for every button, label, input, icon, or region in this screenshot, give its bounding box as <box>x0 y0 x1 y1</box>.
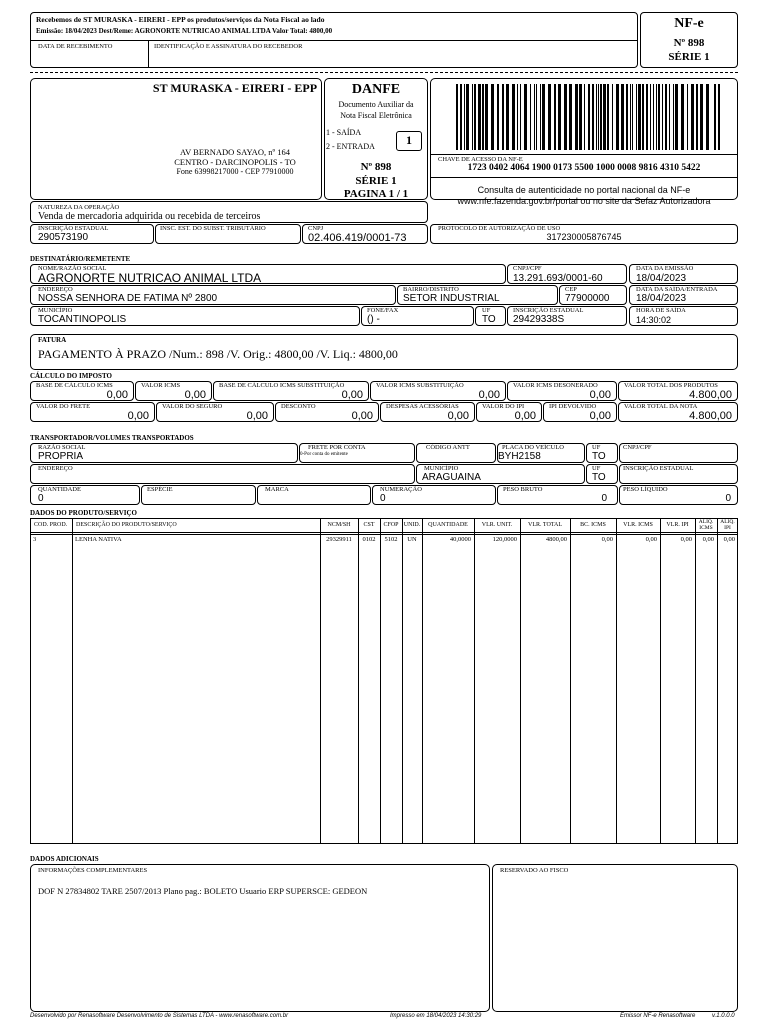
dest-bairro-label: BAIRRO/DISTRITO <box>403 286 459 293</box>
adicionais-section: DADOS ADICIONAIS <box>30 855 99 863</box>
footer-impresso: Impresso em 18/04/2023 14:30:29 <box>390 1013 482 1019</box>
transp-endereco-label: ENDEREÇO <box>38 465 73 472</box>
transp-bruto-value: 0 <box>601 493 607 504</box>
transp-razao-value: PROPRIA <box>38 451 84 462</box>
imposto-r1-value-1: 0,00 <box>184 389 206 401</box>
dest-cnpj-label: CNPJ/CPF <box>513 265 542 272</box>
produtos-cell: 0,00 <box>702 536 714 543</box>
consulta-line1: Consulta de autenticidade no portal nacional da NF-e <box>477 185 691 195</box>
canhoto-serie: SÉRIE 1 <box>668 51 710 63</box>
canhoto-numero: Nº 898 <box>673 37 705 49</box>
footer-versao: v.1.0.0.0 <box>712 1013 735 1019</box>
imposto-r2-label-2: DESCONTO <box>281 403 316 410</box>
protocolo-value: 317230005876745 <box>546 232 622 242</box>
produtos-cell: 0102 <box>362 536 376 543</box>
imposto-r1-value-2: 0,00 <box>341 389 363 401</box>
produtos-col-divider <box>474 518 475 844</box>
imposto-r2-value-1: 0,00 <box>246 410 268 422</box>
footer-emissor: Emissor NF-e Renasoftware <box>620 1013 696 1019</box>
info-label: INFORMAÇÕES COMPLEMENTARES <box>38 867 148 874</box>
produtos-cell: LENHA NATIVA <box>75 536 122 543</box>
dest-hora-label: HORA DE SAÍDA <box>636 307 686 314</box>
produtos-col-divider <box>320 518 321 844</box>
transp-placa-label: PLACA DO VEÍCULO <box>502 444 564 451</box>
consulta-line2: www.nfe.fazenda.gov.br/portal ou no site da Sefaz Autorizadora <box>457 196 711 206</box>
produtos-header-cell: ALIQ. IPI <box>720 519 735 531</box>
imposto-r2-value-6: 4.800,00 <box>689 410 732 422</box>
emit-ie-value: 290573190 <box>38 232 89 243</box>
dest-endereco-label: ENDEREÇO <box>38 286 73 293</box>
data-recebimento-label: DATA DE RECEBIMENTO <box>38 43 113 50</box>
imposto-r2-value-5: 0,00 <box>589 410 611 422</box>
produtos-cell: 0,00 <box>723 536 735 543</box>
info-value: DOF N 27834802 TARE 2507/2013 Plano pag.: BOLETO Usuario ERP SUPERSCE: GEDEON <box>38 886 368 896</box>
produtos-col-divider <box>72 518 73 844</box>
produtos-cell: 29329911 <box>326 536 352 543</box>
danfe-title: DANFE <box>351 82 401 97</box>
produtos-cell: 3 <box>33 536 37 543</box>
produtos-header-line2 <box>30 534 738 535</box>
transp-placa-value: BYH2158 <box>498 451 541 462</box>
transp-frete-value: 0-Por conta do emitente <box>300 452 348 457</box>
dest-uf-label: UF <box>482 307 491 314</box>
produtos-cell: 5102 <box>384 536 398 543</box>
canhoto-line2: Emissão: 18/04/2023 Dest/Reme: AGRONORTE NUTRICAO ANIMAL LTDA Valor Total: 4800,00 <box>36 27 333 35</box>
dest-ie-label: INSCRIÇÃO ESTADUAL <box>513 307 584 314</box>
canhoto-line1: Recebemos de ST MURASKA - EIRERI - EPP os produtos/serviços da Nota Fiscal ao lado <box>36 15 325 24</box>
imposto-r1-value-5: 4.800,00 <box>689 389 732 401</box>
transp-municipio-value: ARAGUAINA <box>422 472 481 483</box>
cut-line <box>30 72 738 73</box>
transp-bruto-label: PESO BRUTO <box>503 486 543 493</box>
footer-dev: Desenvolvido por Renasoftware Desenvolvimento de Sistemas LTDA - www.renasoftware.com.br <box>30 1013 289 1019</box>
danfe-serie: SÉRIE 1 <box>355 175 397 187</box>
canhoto-nfe: NF-e <box>674 16 704 31</box>
dest-bairro-value: SETOR INDUSTRIAL <box>403 293 500 304</box>
produtos-col-divider <box>358 518 359 844</box>
transp-qtd-label: QUANTIDADE <box>38 486 81 493</box>
barcode-image <box>456 84 720 150</box>
dest-cep-label: CEP <box>565 286 577 293</box>
transp-numeracao-value: 0 <box>380 493 386 504</box>
dest-nome-value: AGRONORTE NUTRICAO ANIMAL LTDA <box>38 271 262 285</box>
produtos-header-cell: VLR. TOTAL <box>528 522 562 528</box>
produtos-header-cell: BC. ICMS <box>580 522 606 528</box>
imposto-r1-label-2: BASE DE CÁLCULO ICMS SUBSTITUIÇÃO <box>219 382 345 389</box>
produtos-header-cell: VLR. IPI <box>666 522 689 528</box>
dest-uf-value: TO <box>482 314 496 325</box>
dest-emissao-label: DATA DA EMISSÃO <box>636 265 694 272</box>
produtos-header-cell: NCM/SH <box>327 522 351 528</box>
produtos-header-cell: CFOP <box>383 522 399 528</box>
imposto-r1-value-0: 0,00 <box>106 389 128 401</box>
danfe-tipo: 1 <box>406 133 412 147</box>
imposto-r1-label-1: VALOR ICMS <box>141 382 181 389</box>
imposto-r2-label-6: VALOR TOTAL DA NOTA <box>624 403 698 410</box>
produtos-cell: 0,00 <box>645 536 657 543</box>
emitente-box <box>30 78 322 200</box>
produtos-header-cell: ALIQ. ICMS <box>698 519 714 531</box>
transp-municipio-label: MUNICÍPIO <box>424 465 459 472</box>
emit-ie-label: INSCRIÇÃO ESTADUAL <box>38 225 109 232</box>
fatura-value: PAGAMENTO À PRAZO /Num.: 898 /V. Orig.: 4800,00 /V. Liq.: 4800,00 <box>38 347 398 361</box>
transp-antt-label: CÓDIGO ANTT <box>426 444 470 451</box>
dest-fone-label: FONE/FAX <box>367 307 399 314</box>
fatura-label: FATURA <box>38 336 67 344</box>
produtos-header-cell: DESCRIÇÃO DO PRODUTO/SERVIÇO <box>76 522 177 528</box>
imposto-r1-label-3: VALOR ICMS SUBSTITUIÇÃO <box>376 382 464 389</box>
identificacao-label: IDENTIFICAÇÃO E ASSINATURA DO RECEBEDOR <box>154 43 303 50</box>
imposto-r1-value-4: 0,00 <box>589 389 611 401</box>
danfe-entrada: 2 - ENTRADA <box>326 142 375 151</box>
dest-nome-label: NOME/RAZÃO SOCIAL <box>38 265 107 272</box>
consulta-divider <box>430 177 738 178</box>
imposto-r2-value-3: 0,00 <box>447 410 469 422</box>
canhoto-divider <box>30 40 638 41</box>
produtos-table <box>30 518 738 844</box>
transp-cnpj-label: CNPJ/CPF <box>623 444 652 451</box>
emit-cnpj-label: CNPJ <box>308 225 324 232</box>
emitente-nome: ST MURASKA - EIRERI - EPP <box>152 81 318 95</box>
produtos-header-line <box>30 532 738 533</box>
destinatario-section: DESTINATÁRIO/REMETENTE <box>30 255 131 263</box>
emit-iest-label: INSC. EST. DO SUBST. TRIBUTÁRIO <box>160 225 266 232</box>
transp-qtd-value: 0 <box>38 493 44 504</box>
produtos-header-cell: CST <box>363 522 375 528</box>
produtos-header-cell: COD. PROD. <box>34 522 68 528</box>
produtos-cell: 0,00 <box>601 536 613 543</box>
transp-marca-label: MARCA <box>265 486 289 493</box>
produtos-cell: 40,0000 <box>449 536 471 543</box>
chave-label: CHAVE DE ACESSO DA NF-E <box>438 156 523 163</box>
produtos-col-divider <box>660 518 661 844</box>
produtos-cell: 4800,00 <box>545 536 567 543</box>
emitente-fone: Fone 63998217000 - CEP 77910000 <box>176 167 294 176</box>
produtos-section: DADOS DO PRODUTO/SERVIÇO <box>30 509 137 517</box>
imposto-r2-value-4: 0,00 <box>514 410 536 422</box>
transp-numeracao-label: NUMERAÇÃO <box>380 486 422 493</box>
dest-fone-value: () - <box>367 314 380 325</box>
produtos-cell: 120,0000 <box>492 536 517 543</box>
transp-endereco-box <box>30 464 415 484</box>
imposto-r1-label-4: VALOR ICMS DESONERADO <box>513 382 598 389</box>
dest-cep-value: 77900000 <box>565 293 610 304</box>
danfe-sub2: Nota Fiscal Eletrônica <box>340 111 412 120</box>
dest-municipio-value: TOCANTINOPOLIS <box>38 314 127 325</box>
transp-razao-label: RAZÃO SOCIAL <box>38 444 86 451</box>
dest-saida-label: DATA DA SAÍDA/ENTRADA <box>636 286 718 293</box>
chave-value: 1723 0402 4064 1900 0173 5500 1000 0008 9816 4310 5422 <box>467 163 701 173</box>
natureza-value: Venda de mercadoria adquirida ou recebida de terceiros <box>38 211 261 222</box>
produtos-header-cell: VLR. ICMS <box>623 522 653 528</box>
produtos-col-divider <box>570 518 571 844</box>
fisco-box <box>492 864 738 1012</box>
produtos-col-divider <box>380 518 381 844</box>
transp-frete-label: FRETE POR CONTA <box>308 444 366 451</box>
transportador-section: TRANSPORTADOR/VOLUMES TRANSPORTADOS <box>30 434 194 442</box>
produtos-col-divider <box>616 518 617 844</box>
fisco-label: RESERVADO AO FISCO <box>500 867 569 874</box>
dest-hora-value: 14:30:02 <box>636 315 672 325</box>
transp-especie-label: ESPÉCIE <box>147 486 173 493</box>
imposto-r2-label-0: VALOR DO FRETE <box>36 403 91 410</box>
produtos-header-cell: QUANTIDADE <box>428 522 468 528</box>
chave-divider <box>430 154 738 155</box>
produtos-cell: UN <box>407 536 417 543</box>
imposto-section: CÁLCULO DO IMPOSTO <box>30 372 112 380</box>
danfe-sub1: Documento Auxiliar da <box>338 100 414 109</box>
imposto-r2-label-1: VALOR DO SEGURO <box>162 403 223 410</box>
produtos-header-cell: UNID. <box>403 522 421 528</box>
dest-endereco-value: NOSSA SENHORA DE FATIMA Nº 2800 <box>38 293 218 304</box>
imposto-r2-value-2: 0,00 <box>351 410 373 422</box>
produtos-col-divider <box>717 518 718 844</box>
produtos-col-divider <box>402 518 403 844</box>
dest-ie-value: 29429338S <box>513 314 565 325</box>
produtos-header-cell: VLR. UNIT. <box>481 522 513 528</box>
imposto-r1-value-3: 0,00 <box>478 389 500 401</box>
produtos-col-divider <box>422 518 423 844</box>
dest-emissao-value: 18/04/2023 <box>636 273 687 284</box>
transp-liquido-value: 0 <box>725 493 731 504</box>
natureza-label: NATUREZA DA OPERAÇÃO <box>38 204 120 211</box>
transp-uf2-label: UF <box>592 465 601 472</box>
danfe-saida: 1 - SAÍDA <box>326 128 362 137</box>
imposto-r2-label-4: VALOR DO IPI <box>482 403 525 410</box>
transp-liquido-label: PESO LÍQUIDO <box>623 486 668 493</box>
dest-cnpj-value: 13.291.693/0001-60 <box>513 273 603 284</box>
transp-uf-label: UF <box>592 444 601 451</box>
danfe-pagina: PAGINA 1 / 1 <box>343 188 409 200</box>
transp-ie-label: INSCRIÇÃO ESTADUAL <box>623 465 694 472</box>
transp-uf2-value: TO <box>592 472 606 483</box>
transp-uf-value: TO <box>592 451 606 462</box>
produtos-cell: 0,00 <box>680 536 692 543</box>
imposto-r1-label-0: BASE DE CÁLCULO ICMS <box>36 382 113 389</box>
imposto-r2-label-3: DESPESAS ACESSÓRIAS <box>386 403 459 410</box>
dest-saida-value: 18/04/2023 <box>636 293 687 304</box>
danfe-numero: Nº 898 <box>360 161 392 173</box>
emit-cnpj-value: 02.406.419/0001-73 <box>308 232 407 244</box>
emitente-bairro: CENTRO - DARCINOPOLIS - TO <box>174 157 296 167</box>
imposto-r2-value-0: 0,00 <box>127 410 149 422</box>
produtos-col-divider <box>520 518 521 844</box>
produtos-col-divider <box>695 518 696 844</box>
dest-municipio-label: MUNICÍPIO <box>38 307 73 314</box>
protocolo-label: PROTOCOLO DE AUTORIZAÇÃO DE USO <box>438 225 561 232</box>
imposto-r2-label-5: IPI DEVOLVIDO <box>549 403 597 410</box>
imposto-r1-label-5: VALOR TOTAL DOS PRODUTOS <box>624 382 718 389</box>
emitente-endereco: AV BERNADO SAYAO, nº 164 <box>180 147 290 157</box>
canhoto-vdivider <box>148 40 149 68</box>
